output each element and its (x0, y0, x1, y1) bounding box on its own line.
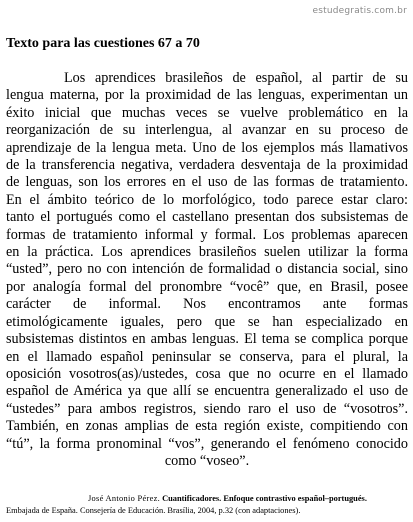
passage-line: formas de tratamiento informal y formal. Los problemas aparecen (6, 226, 408, 243)
passage-line: También, en zonas amplias de esta región existe, compitiendo con (6, 418, 408, 435)
passage-line: etimológicamente iguales, pero que se han especializado en (6, 313, 408, 330)
passage-line: reorganización de su interlengua, al avanzar en su proceso de (6, 122, 408, 139)
citation-book-title: Cuantificadores. Enfoque contrastivo español–portugués. (162, 494, 367, 503)
page-title: Texto para las cuestiones 67 a 70 (6, 36, 200, 51)
passage-line: “tú”, la forma pronominal “vos”, generando el fenómeno conocido (6, 435, 408, 452)
passage-line: de lenguas, son los errores en el uso de las formas de tratamiento. (6, 174, 408, 191)
passage-line: tanto el portugués como el castellano presentan dos subsistemas de (6, 209, 408, 226)
source-citation (6, 493, 408, 517)
citation-author: José Antonio Pérez. (88, 494, 160, 503)
passage-line: éxito inicial que muchas veces se vuelve problemático en la (6, 104, 408, 121)
passage-line: lengua materna, por la proximidad de las lenguas, experimentan un (6, 87, 408, 104)
passage-line: español de América ya que allí se encuentra generalizado el uso de (6, 383, 408, 400)
site-watermark: estudegratis.com.br (312, 6, 407, 16)
passage-line: de la transferencia negativa, verdadera desventaja de la proximidad (6, 157, 408, 174)
passage-line: En el ámbito teórico de lo morfológico, todo parece estar claro: (6, 191, 408, 208)
passage-line: por analogía formal del pronombre “você” que, en Brasil, posee (6, 278, 408, 295)
passage-line: Los aprendices brasileños de español, al partir de su (64, 70, 408, 86)
passage-line: como “voseo”. (164, 452, 250, 469)
passage-line: “ustedes” para ambos registros, siendo raro el uso de “vosotros”. (6, 400, 408, 417)
passage-line: en el llamado español peninsular se conserva, para el plural, la (6, 348, 408, 365)
reading-passage (6, 70, 408, 470)
citation-line (6, 493, 408, 505)
passage-line: subsistemas distintos en ambas lenguas. El tema se complica porque (6, 331, 408, 348)
citation-publication: Embajada de España. Consejería de Educación. Brasília, 2004, p.32 (con adaptaciones). (6, 506, 301, 515)
passage-line: carácter de informal. Nos encontramos ante formas (6, 296, 408, 313)
passage-line: aprendizaje de la lengua meta. Uno de los ejemplos más llamativos (6, 139, 408, 156)
passage-line: “usted”, pero no con intención de formalidad o distancia social, sino (6, 261, 408, 278)
passage-line: oposición vosotros(as)/ustedes, cosa que no ocurre en el llamado (6, 365, 408, 382)
passage-line: en la práctica. Los aprendices brasileños suelen utilizar la forma (6, 244, 408, 261)
